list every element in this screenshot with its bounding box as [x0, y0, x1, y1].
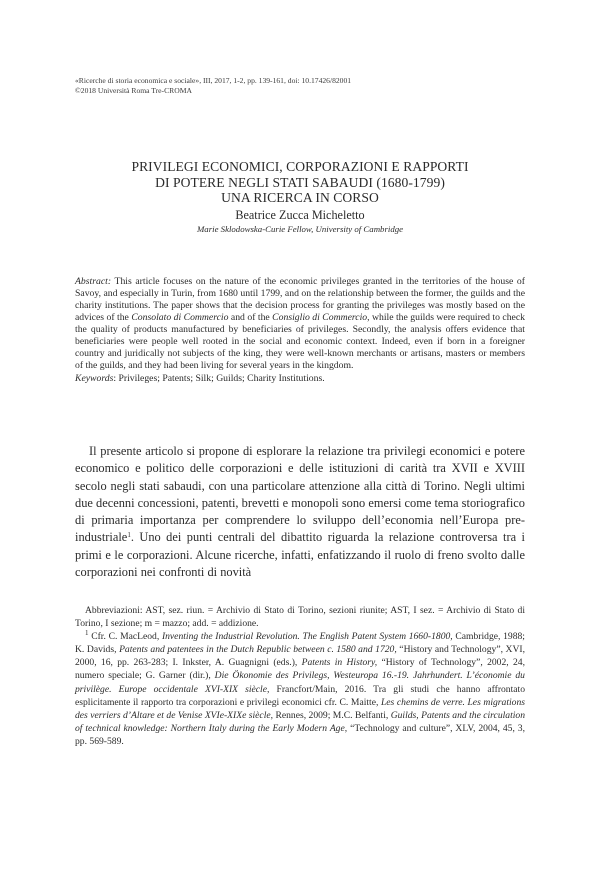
abstract [75, 276, 525, 385]
fn-span: Francfort/Main, 2016. Tra gli studi che hanno affrontato esplicitamente il rapporto tra corporazioni e privilegi economici cfr. C. Maitte, [75, 683, 525, 708]
fn-italic: Inventing the Industrial Revolution. The English Patent System 1660-1800, [161, 631, 453, 643]
fn-italic: Les chemins de verre. Les migrations des verriers d’Altare et de Venise XVIe-XIXe siècle, [75, 696, 525, 721]
fn-italic: Patents in History, [301, 657, 378, 669]
abstract-span: This article focuses on the nature of the economic privileges granted in the territories of the house of Savoy, and especially in Turin, from 1680 until 1799, and on the relationship between the former, the guilds and the charity institutions. The paper shows that the decision process for granting the privileges was mostly based on the advices of the [75, 276, 525, 324]
footnotes [75, 604, 525, 748]
fn-span: “Technology and culture”, XLV, 2004, 45, 3, pp. 569-589. [75, 722, 525, 747]
abstract-italic: Consolato di Commercio [131, 312, 229, 324]
keywords [75, 373, 525, 385]
author-name: Beatrice Zucca Micheletto [235, 207, 365, 222]
fn-span: “History of Technology”, 2002, 24, numero speciale; G. Garner (dir.), [75, 657, 525, 682]
title-block [60, 159, 540, 235]
fn-italic: Guilds, Patents and the circulation of technical knowledge: Northern Italy during the Early Modern Age, [75, 709, 526, 734]
abstract-text [75, 276, 525, 372]
fn-span: Rennes, 2009; M.C. Belfanti, [273, 709, 391, 721]
journal-header [75, 76, 351, 96]
author-affiliation: Marie Sklodowska-Curie Fellow, University of Cambridge [196, 223, 404, 234]
keywords-label: Keywords [75, 373, 114, 385]
copyright-line: ©2018 Università Roma Tre-CROMA [75, 86, 192, 96]
fn-span: “History and Technology”, XVI, 2000, 16, pp. 263-283; I. Inkster, A. Guagnigni (eds.), [75, 644, 526, 669]
footnote-ref: 1 [127, 531, 131, 540]
citation-line: «Ricerche di storia economica e sociale», III, 2017, 1-2, pp. 139-161, doi: 10.17426/82001 [75, 76, 352, 85]
footnote-1 [75, 630, 525, 748]
article-title-line-3: UNA RICERCA IN CORSO [221, 190, 379, 206]
body-span: Il presente articolo si propone di esplorare la relazione tra privilegi economici e potere economico e politico delle corporazioni e delle istituzioni di carità tra XVII e XVIII secolo negli stati sabaudi, con una particolare attenzione alla città di Torino. Negli ultimi due decenni concessioni, patenti, brevetti e monopoli sono emersi come tema storiografico di primaria importanza per comprendere lo sviluppo dell’economia nell’Europa pre-industriale [75, 444, 525, 545]
abbreviations-note: Abbreviazioni: AST, sez. riun. = Archivio di Stato di Torino, sezioni riunite; AST, I sez. = Archivio di Stato di Torino, I sezione; m = mazzo; add. = addizione. [75, 605, 525, 630]
footnote-number: 1 [85, 629, 89, 638]
fn-italic: Die Ökonomie des Privilegs, Westeuropa 16.-19. Jahrhundert. L’économie du privilège. Europe occidentale XVI-XIX siècle, [75, 670, 525, 695]
body-text [75, 443, 525, 581]
article-title-line-1: PRIVILEGI ECONOMICI, CORPORAZIONI E RAPPORTI [131, 159, 469, 174]
fn-italic: Patents and patentees in the Dutch Republic between c. 1580 and 1720, [119, 644, 397, 656]
abstract-italic: Consiglio di Commercio [272, 312, 368, 324]
abstract-span: , while the guilds were required to check the quality of products manufactured by beneficiaries of privileges. Secondly, the analysis offers evidence that beneficiaries were people well rooted in the social and economic context. Indeed, even if born in a foreigner country and juridically not subjects of the king, they were well-known merchants or artisans, masters or members of the guilds, and they had been living for several years in the kingdom. [75, 312, 526, 372]
keywords-list: : Privileges; Patents; Silk; Guilds; Charity Institutions. [113, 373, 325, 385]
body-paragraph [75, 443, 525, 581]
body-span: . Uno dei punti centrali del dibattito riguarda la relazione controversa tra i primi e le corporazioni. Alcune ricerche, infatti, enfatizzando il ruolo di freno svolto dalle corporazioni nei confronti di novità [75, 530, 525, 580]
fn-span: Cfr. C. MacLeod, [88, 631, 162, 643]
fn-span: Cambridge, 1988; K. Davids, [75, 631, 525, 656]
abstract-span: and of the [228, 312, 273, 324]
article-title-line-2: DI POTERE NEGLI STATI SABAUDI (1680-1799) [155, 174, 445, 190]
abstract-label: Abstract: [75, 276, 112, 287]
